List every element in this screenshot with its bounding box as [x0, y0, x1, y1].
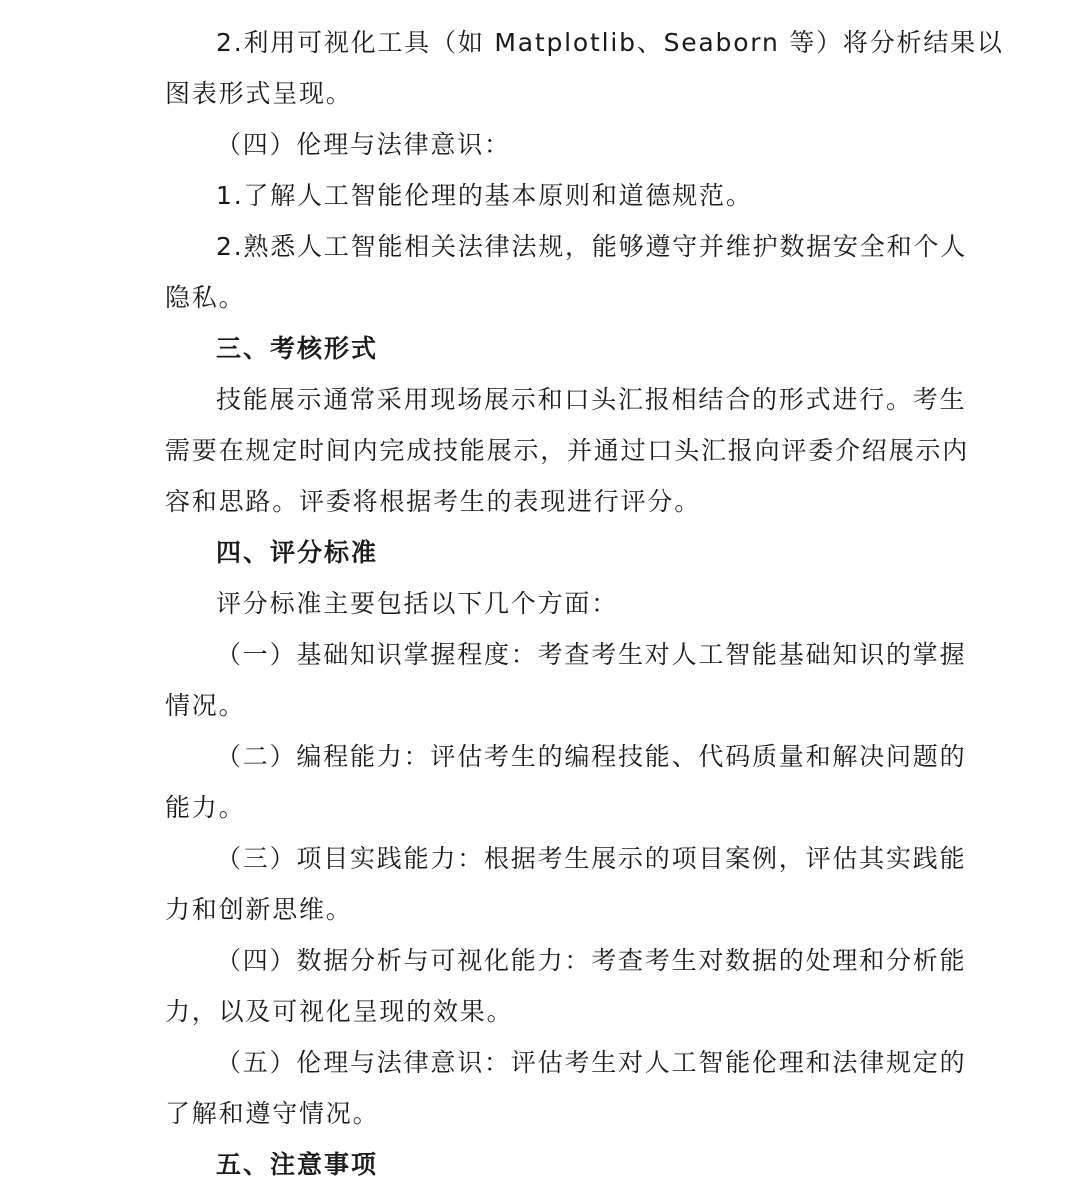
paragraph-visualization-tools: 2.利用可视化工具（如 Matplotlib、Seaborn 等）将分析结果以 — [216, 28, 1004, 57]
criterion-project-practice-cont: 力和创新思维。 — [165, 895, 353, 924]
paragraph-visualization-tools-cont: 图表形式呈现。 — [165, 79, 353, 108]
criterion-data-analysis-cont: 力，以及可视化呈现的效果。 — [165, 997, 514, 1026]
subheading-ethics-law: （四）伦理与法律意识： — [216, 130, 511, 159]
section-heading-scoring-criteria: 四、评分标准 — [216, 538, 379, 567]
criterion-basic-knowledge: （一）基础知识掌握程度：考查考生对人工智能基础知识的掌握 — [216, 640, 967, 669]
criterion-ethics-law-cont: 了解和遵守情况。 — [165, 1099, 380, 1128]
paragraph-assessment-format-cont2: 容和思路。评委将根据考生的表现进行评分。 — [165, 487, 702, 516]
criterion-programming-cont: 能力。 — [165, 793, 246, 822]
paragraph-laws-regulations-cont: 隐私。 — [165, 283, 246, 312]
criterion-project-practice: （三）项目实践能力：根据考生展示的项目案例，评估其实践能 — [216, 844, 967, 873]
criterion-basic-knowledge-cont: 情况。 — [165, 691, 246, 720]
section-heading-assessment-format: 三、考核形式 — [216, 334, 379, 363]
paragraph-ethics-principles: 1.了解人工智能伦理的基本原则和道德规范。 — [216, 181, 753, 210]
criterion-ethics-law: （五）伦理与法律意识：评估考生对人工智能伦理和法律规定的 — [216, 1048, 967, 1077]
section-heading-notes: 五、注意事项 — [216, 1150, 379, 1179]
criterion-programming: （二）编程能力：评估考生的编程技能、代码质量和解决问题的 — [216, 742, 967, 771]
paragraph-assessment-format: 技能展示通常采用现场展示和口头汇报相结合的形式进行。考生 — [216, 385, 967, 414]
paragraph-laws-regulations: 2.熟悉人工智能相关法律法规，能够遵守并维护数据安全和个人 — [216, 232, 968, 261]
criterion-data-analysis: （四）数据分析与可视化能力：考查考生对数据的处理和分析能 — [216, 946, 967, 975]
paragraph-scoring-intro: 评分标准主要包括以下几个方面： — [216, 589, 619, 618]
paragraph-assessment-format-cont1: 需要在规定时间内完成技能展示，并通过口头汇报向评委介绍展示内 — [165, 436, 970, 465]
